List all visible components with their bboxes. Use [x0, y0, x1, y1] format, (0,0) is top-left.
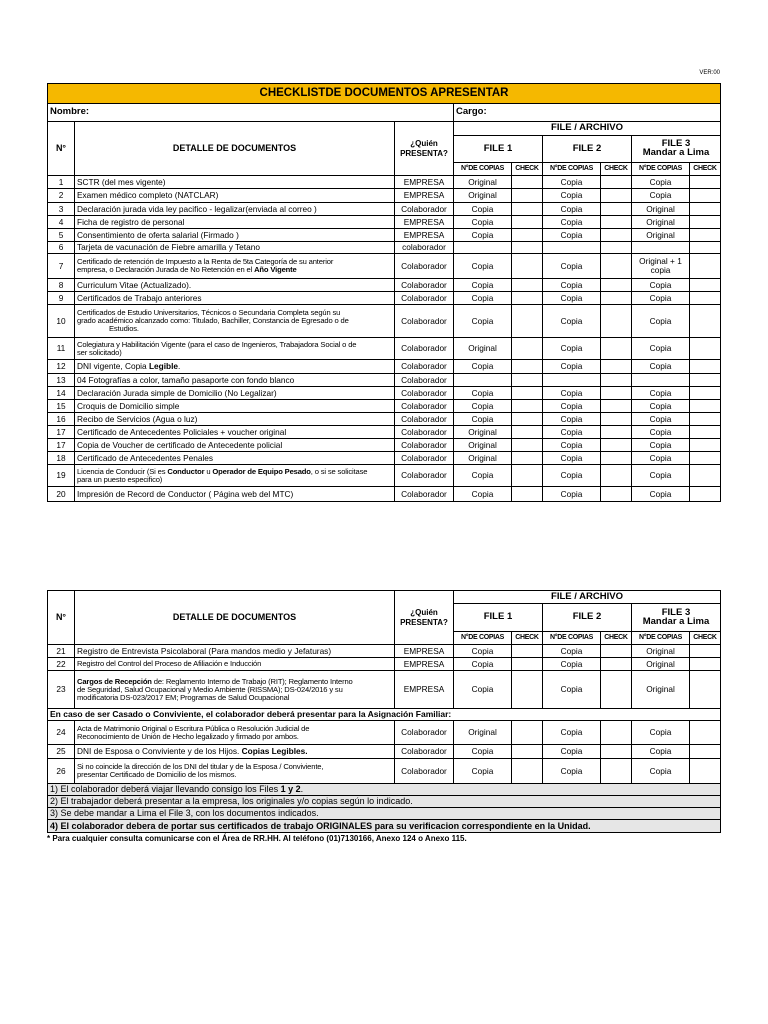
header-check-3: CHECK — [690, 632, 721, 645]
table-row: 1 SCTR (del mes vigente) EMPRESA Original Copia Copia — [48, 176, 721, 189]
check-cell[interactable] — [690, 360, 721, 374]
table-row: 12 DNI vigente, Copia Legible. Colaborador Copia Copia Copia — [48, 360, 721, 374]
check-cell[interactable] — [512, 400, 543, 413]
check-cell[interactable] — [601, 176, 632, 189]
check-cell[interactable] — [512, 426, 543, 439]
header-check-2: CHECK — [601, 632, 632, 645]
check-cell[interactable] — [601, 439, 632, 452]
checklist-table-1 — [47, 83, 721, 502]
table-row: 25 DNI de Esposa o Conviviente y de los Hijos. Copias Legibles. Colaborador Copia Copia Copia — [48, 745, 721, 759]
table-row: 23 Cargos de Recepción de: Reglamento Interno de Trabajo (RIT); Reglamento Interno de Seguridad, Salud Ocupacional y Medio Ambiente (RISSMA); DS-024/2016 y su modificatoria DS-023/2017 EM; Programas de Salud Ocupacional EMPRESA Copia Copia Original — [48, 671, 721, 709]
table-row: 19 Licencia de Conducir (Si es Conductor u Operador de Equipo Pesado, o si se solicitase para un puesto especifico) Colaborador Copia Copia Copia — [48, 465, 721, 487]
check-cell[interactable] — [690, 229, 721, 242]
check-cell[interactable] — [690, 176, 721, 189]
table-row: 3 Declaración jurada vida ley pacifico - legalizar(enviada al correo ) Colaborador Copia Copia Original — [48, 203, 721, 216]
table-row: 22 Registro del Control del Proceso de Afiliación e Inducción EMPRESA Copia Copia Original — [48, 658, 721, 671]
table-row: 13 04 Fotografías a color, tamaño pasaporte con fondo blanco Colaborador — [48, 374, 721, 387]
table-row: 6 Tarjeta de vacunación de Fiebre amarilla y Tetano colaborador — [48, 242, 721, 254]
check-cell[interactable] — [690, 374, 721, 387]
header-quien: ¿Quién PRESENTA? — [395, 122, 454, 176]
check-cell[interactable] — [601, 203, 632, 216]
table-row: 20 Impresión de Record de Conductor ( Página web del MTC) Colaborador Copia Copia Copia — [48, 487, 721, 502]
check-cell[interactable] — [601, 338, 632, 360]
header-check-2: CHECK — [601, 163, 632, 176]
header-copias-2: N°DE COPIAS — [543, 163, 601, 176]
table-row: 14 Declaración Jurada simple de Domicilio (No Legalizar) Colaborador Copia Copia Copia — [48, 387, 721, 400]
cargo-label: Cargo: — [454, 104, 721, 122]
check-cell[interactable] — [690, 279, 721, 292]
header-n: N° — [48, 122, 75, 176]
check-cell[interactable] — [601, 452, 632, 465]
check-cell[interactable] — [690, 465, 721, 487]
check-cell[interactable] — [601, 360, 632, 374]
header-n: N° — [48, 591, 75, 645]
family-note: En caso de ser Casado o Conviviente, el colaborador deberá presentar para la Asignación Familiar: — [48, 709, 721, 721]
header-detalle: DETALLE DE DOCUMENTOS — [75, 591, 395, 645]
check-cell[interactable] — [601, 229, 632, 242]
header-copias-3: N°DE COPIAS — [632, 163, 690, 176]
check-cell[interactable] — [512, 374, 543, 387]
check-cell[interactable] — [512, 452, 543, 465]
check-cell[interactable] — [690, 254, 721, 279]
table-row: 17 Copia de Voucher de certificado de Antecedente policial Colaborador Original Copia Copia — [48, 439, 721, 452]
version-label: VER:00 — [699, 70, 720, 76]
check-cell[interactable] — [690, 452, 721, 465]
check-cell[interactable] — [601, 465, 632, 487]
table-row: 24 Acta de Matrimonio Original o Escritura Pública o Resolución Judicial de Reconocimiento de Unión de Hecho legalizado y firmado por ambos. Colaborador Original Copia Copia — [48, 721, 721, 745]
header-quien: ¿Quién PRESENTA? — [395, 591, 454, 645]
table-row: 15 Croquis de Domicilio simple Colaborador Copia Copia Copia — [48, 400, 721, 413]
check-cell[interactable] — [601, 254, 632, 279]
check-cell[interactable] — [690, 400, 721, 413]
document-title: CHECKLISTDE DOCUMENTOS APRESENTAR — [48, 84, 721, 104]
check-cell[interactable] — [690, 487, 721, 502]
header-file3: FILE 3 Mandar a Lima — [632, 136, 721, 163]
check-cell[interactable] — [601, 413, 632, 426]
header-file1: FILE 1 — [454, 136, 543, 163]
check-cell[interactable] — [690, 721, 721, 745]
check-cell[interactable] — [512, 645, 543, 658]
table-row: 10 Certificados de Estudio Universitarios, Técnicos o Secundaria Completa según su grado académico alcanzado como: Titulado, Bachiller, Constancia de Egresado o de Estudios. Colaborador Copia Copia Copia — [48, 305, 721, 338]
note-3: 3) Se debe mandar a Lima el File 3, con los documentos indicados. — [48, 808, 721, 820]
check-cell[interactable] — [601, 242, 632, 254]
check-cell[interactable] — [512, 338, 543, 360]
check-cell[interactable] — [601, 279, 632, 292]
check-cell[interactable] — [512, 242, 543, 254]
table-row: 4 Ficha de registro de personal EMPRESA Copia Copia Original — [48, 216, 721, 229]
check-cell[interactable] — [601, 745, 632, 759]
check-cell[interactable] — [512, 254, 543, 279]
check-cell[interactable] — [690, 671, 721, 709]
check-cell[interactable] — [512, 487, 543, 502]
header-file2: FILE 2 — [543, 136, 632, 163]
header-check-1: CHECK — [512, 163, 543, 176]
check-cell[interactable] — [690, 203, 721, 216]
check-cell[interactable] — [690, 305, 721, 338]
check-cell[interactable] — [690, 426, 721, 439]
header-check-3: CHECK — [690, 163, 721, 176]
check-cell[interactable] — [601, 387, 632, 400]
check-cell[interactable] — [690, 413, 721, 426]
check-cell[interactable] — [690, 338, 721, 360]
check-cell[interactable] — [690, 645, 721, 658]
note-2: 2) El trabajador deberá presentar a la empresa, los originales y/o copias según lo indicado. — [48, 796, 721, 808]
check-cell[interactable] — [690, 439, 721, 452]
check-cell[interactable] — [601, 645, 632, 658]
check-cell[interactable] — [601, 189, 632, 203]
check-cell[interactable] — [690, 242, 721, 254]
check-cell[interactable] — [512, 745, 543, 759]
check-cell[interactable] — [512, 360, 543, 374]
header-file-archivo: FILE / ARCHIVO — [454, 591, 721, 604]
header-file3: FILE 3 Mandar a Lima — [632, 604, 721, 632]
check-cell[interactable] — [512, 189, 543, 203]
check-cell[interactable] — [512, 216, 543, 229]
check-cell[interactable] — [690, 658, 721, 671]
check-cell[interactable] — [601, 216, 632, 229]
check-cell[interactable] — [601, 400, 632, 413]
check-cell[interactable] — [601, 305, 632, 338]
check-cell[interactable] — [512, 229, 543, 242]
check-cell[interactable] — [690, 387, 721, 400]
header-copias-2: N°DE COPIAS — [543, 632, 601, 645]
check-cell[interactable] — [512, 439, 543, 452]
check-cell[interactable] — [512, 671, 543, 709]
header-detalle: DETALLE DE DOCUMENTOS — [75, 122, 395, 176]
check-cell[interactable] — [512, 658, 543, 671]
nombre-label: Nombre: — [48, 104, 454, 122]
check-cell[interactable] — [601, 487, 632, 502]
table-row: 2 Examen médico completo (NATCLAR) EMPRESA Original Copia Copia — [48, 189, 721, 203]
table-row: 17 Certificado de Antecedentes Policiales + voucher original Colaborador Original Copia Copia — [48, 426, 721, 439]
header-copias-1: N°DE COPIAS — [454, 632, 512, 645]
note-4: 4) El colaborador debera de portar sus certificados de trabajo ORIGINALES para su verificacion correspondiente en la Unidad. — [48, 820, 721, 833]
header-copias-3: N°DE COPIAS — [632, 632, 690, 645]
table-row: 7 Certificado de retención de Impuesto a la Renta de 5ta Categoría de su anterior empresa, o Declaración Jurada de No Retención en el Año Vigente Colaborador Copia Copia Original + 1 copia — [48, 254, 721, 279]
footer-contact-note: * Para cualquier consulta comunicarse con el Área de RR.HH. Al teléfono (01)7130166, Anexo 124 o Anexo 115. — [47, 834, 467, 843]
header-file1: FILE 1 — [454, 604, 543, 632]
check-cell[interactable] — [690, 759, 721, 784]
check-cell[interactable] — [512, 759, 543, 784]
check-cell[interactable] — [601, 374, 632, 387]
check-cell[interactable] — [690, 216, 721, 229]
check-cell[interactable] — [601, 292, 632, 305]
check-cell[interactable] — [512, 203, 543, 216]
header-check-1: CHECK — [512, 632, 543, 645]
check-cell[interactable] — [512, 387, 543, 400]
table-row: 16 Recibo de Servicios (Agua o luz) Colaborador Copia Copia Copia — [48, 413, 721, 426]
header-copias-1: N°DE COPIAS — [454, 163, 512, 176]
checklist-table-2 — [47, 590, 721, 833]
check-cell[interactable] — [690, 745, 721, 759]
check-cell[interactable] — [601, 721, 632, 745]
check-cell[interactable] — [512, 465, 543, 487]
check-cell[interactable] — [601, 671, 632, 709]
check-cell[interactable] — [512, 292, 543, 305]
check-cell[interactable] — [601, 759, 632, 784]
table-row: 9 Certificados de Trabajo anteriores Colaborador Copia Copia Copia — [48, 292, 721, 305]
check-cell[interactable] — [690, 189, 721, 203]
table-row: 5 Consentimiento de oferta salarial (Firmado ) EMPRESA Copia Copia Original — [48, 229, 721, 242]
check-cell[interactable] — [512, 305, 543, 338]
check-cell[interactable] — [601, 658, 632, 671]
check-cell[interactable] — [512, 279, 543, 292]
check-cell[interactable] — [512, 413, 543, 426]
check-cell[interactable] — [601, 426, 632, 439]
table-row: 11 Colegiatura y Habilitación Vigente (para el caso de Ingenieros, Trabajadora Social o de ser solicitado) Colaborador Original Copia Copia — [48, 338, 721, 360]
check-cell[interactable] — [690, 292, 721, 305]
header-file-archivo: FILE / ARCHIVO — [454, 122, 721, 136]
table-row: 21 Registro de Entrevista Psicolaboral (Para mandos medio y Jefaturas) EMPRESA Copia Copia Original — [48, 645, 721, 658]
note-1: 1) El colaborador deberá viajar llevando consigo los Files 1 y 2. — [48, 784, 721, 796]
table-row: 18 Certificado de Antecedentes Penales Colaborador Original Copia Copia — [48, 452, 721, 465]
check-cell[interactable] — [512, 721, 543, 745]
table-row: 26 Si no coincide la dirección de los DNI del titular y de la Esposa / Conviviente, presentar Certificado de Domicilio de los mismos. Colaborador Copia Copia Copia — [48, 759, 721, 784]
table-row: 8 Curriculum Vitae (Actualizado). Colaborador Copia Copia Copia — [48, 279, 721, 292]
header-file2: FILE 2 — [543, 604, 632, 632]
check-cell[interactable] — [512, 176, 543, 189]
